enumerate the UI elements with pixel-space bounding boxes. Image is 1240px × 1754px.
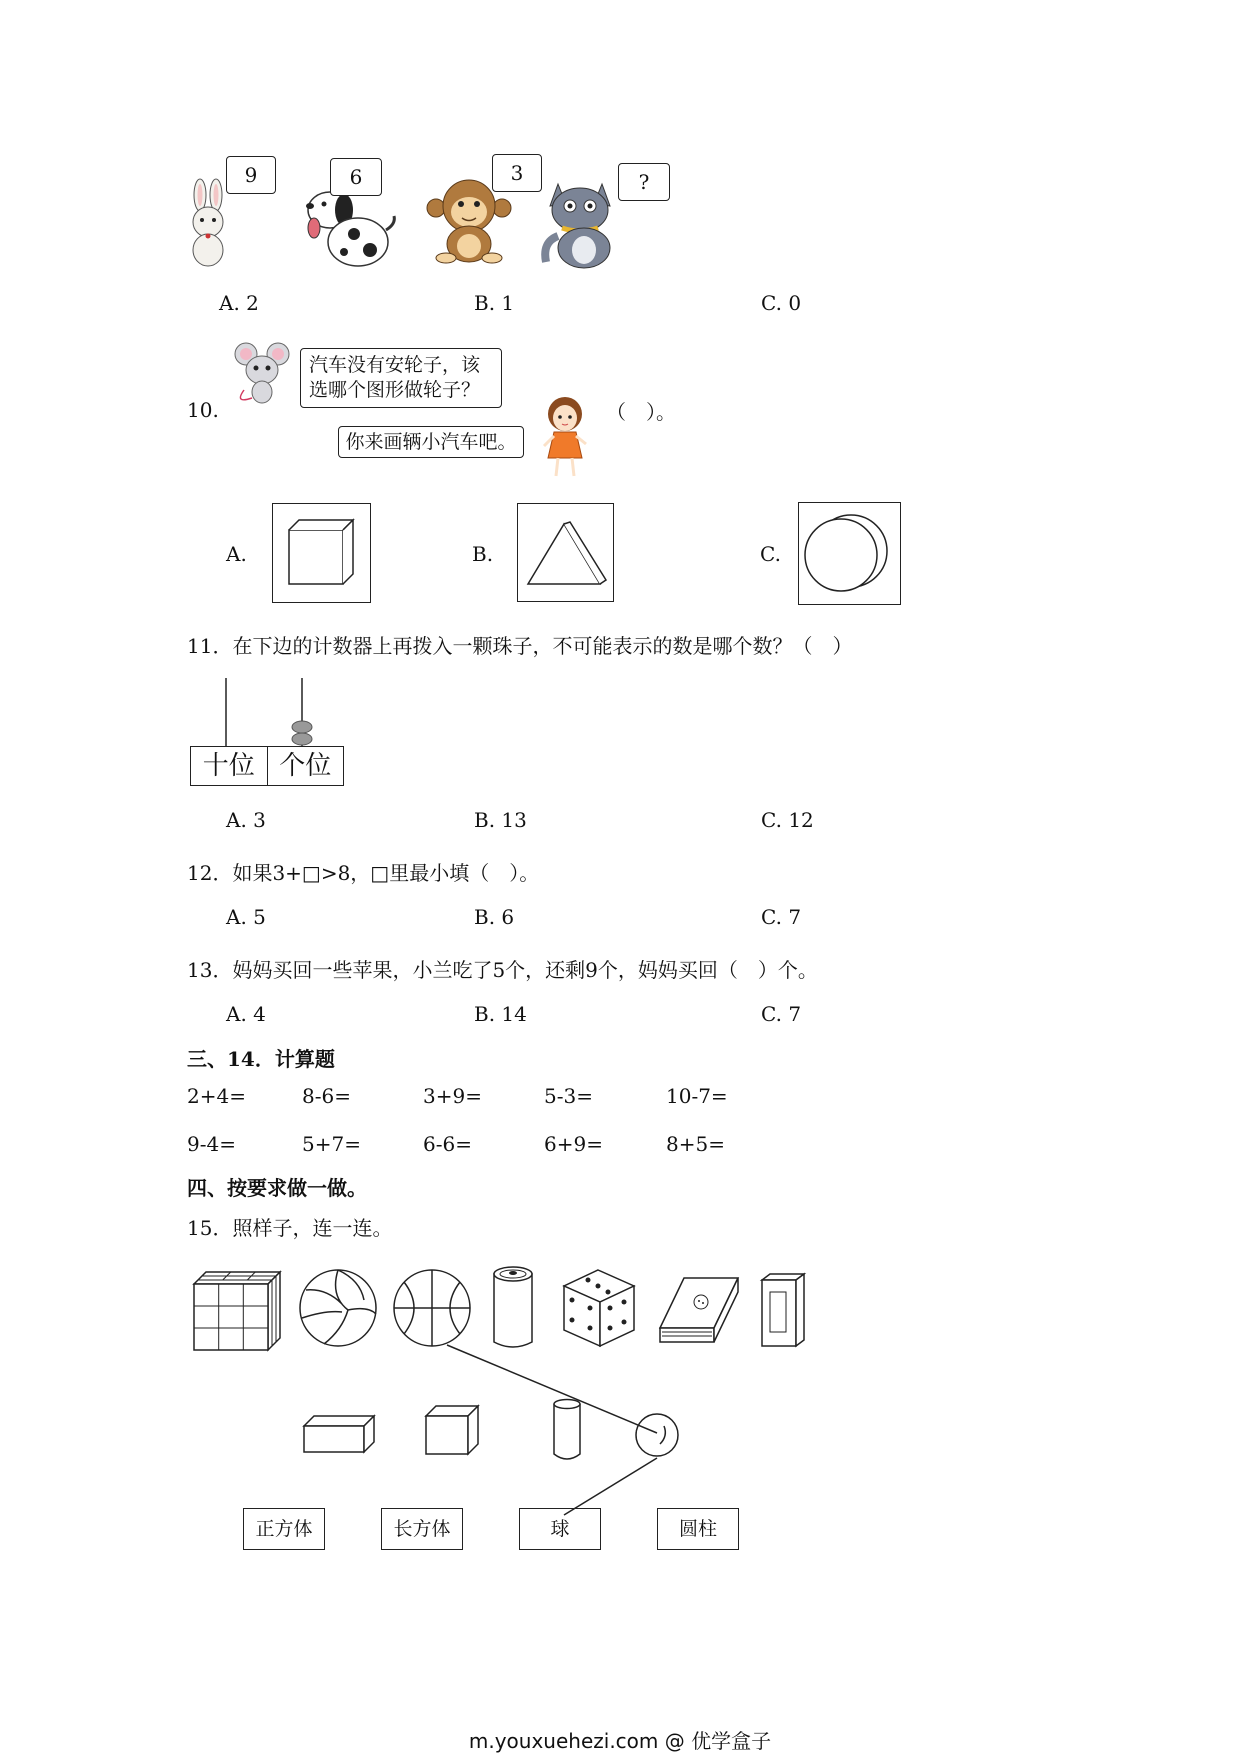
calc-item: 2+4= xyxy=(187,1084,246,1108)
girl-speech-bubble: 你来画辆小汽车吧。 xyxy=(338,426,524,458)
option-letter: C. xyxy=(761,291,782,315)
rabbit-speech-bubble: 9 xyxy=(226,156,276,194)
footer-watermark: m.youxuehezi.com @ 优学盒子 xyxy=(468,1729,772,1753)
calc-item: 9-4= xyxy=(187,1132,236,1156)
calc-item: 8-6= xyxy=(302,1084,351,1108)
label-square-cube[interactable]: 正方体 xyxy=(243,1508,325,1550)
option-letter: A. xyxy=(219,291,240,315)
q11-question-text: 11．在下边的计数器上再拨入一颗珠子，不可能表示的数是哪个数？（ ） xyxy=(187,634,853,658)
option-value: 14 xyxy=(501,1002,527,1026)
q12-question-text: 12．如果3+□>8，□里最小填（ ）。 xyxy=(187,861,540,885)
option-value: 1 xyxy=(501,291,515,315)
option-value: 3 xyxy=(253,808,266,832)
option-value: 13 xyxy=(501,808,527,832)
option-value: 7 xyxy=(788,1002,802,1026)
q10-option-c-letter[interactable]: C. xyxy=(760,542,781,566)
option-letter: A. xyxy=(226,905,247,929)
label-cuboid[interactable]: 长方体 xyxy=(381,1508,463,1550)
option-value: 5 xyxy=(253,905,266,929)
q10-answer-blank: （ ）。 xyxy=(606,400,676,424)
option-letter: A. xyxy=(226,808,247,832)
option-letter: B. xyxy=(474,808,496,832)
label-cylinder[interactable]: 圆柱 xyxy=(657,1508,739,1550)
q15-question-text: 15．照样子，连一连。 xyxy=(187,1216,393,1240)
calc-item: 5+7= xyxy=(302,1132,361,1156)
option-value: 12 xyxy=(788,808,814,832)
q10-option-b-letter[interactable]: B. xyxy=(472,542,494,566)
option-letter: B. xyxy=(474,905,496,929)
calc-item: 8+5= xyxy=(666,1132,725,1156)
option-value: 0 xyxy=(788,291,802,315)
option-letter: C. xyxy=(761,1002,782,1026)
cat-speech-bubble: ? xyxy=(618,163,670,201)
option-letter: C. xyxy=(761,808,782,832)
calc-item: 5-3= xyxy=(544,1084,593,1108)
option-value: 6 xyxy=(501,905,515,929)
tens-place-label: 十位 xyxy=(191,747,268,785)
mouse-speech-bubble: 汽车没有安轮子，该选哪个图形做轮子？ xyxy=(300,348,502,408)
monkey-speech-bubble: 3 xyxy=(492,154,542,192)
q10-number: 10. xyxy=(187,398,219,422)
calc-item: 6-6= xyxy=(423,1132,472,1156)
dog-speech-bubble: 6 xyxy=(330,158,382,196)
option-value: 7 xyxy=(788,905,802,929)
option-value: 2 xyxy=(246,291,259,315)
label-sphere[interactable]: 球 xyxy=(519,1508,601,1550)
option-letter: C. xyxy=(761,905,782,929)
option-letter: B. xyxy=(474,1002,496,1026)
option-letter: B. xyxy=(474,291,496,315)
option-value: 4 xyxy=(253,1002,266,1026)
q10-option-a-letter[interactable]: A. xyxy=(226,542,247,566)
q13-question-text: 13．妈妈买回一些苹果，小兰吃了5个，还剩9个，妈妈买回（ ）个。 xyxy=(187,958,818,982)
section4-heading: 四、按要求做一做。 xyxy=(187,1176,367,1200)
section3-heading: 三、14．计算题 xyxy=(187,1047,335,1071)
calc-item: 6+9= xyxy=(544,1132,603,1156)
option-letter: A. xyxy=(226,1002,247,1026)
ones-place-label: 个位 xyxy=(279,751,332,781)
calc-item: 10-7= xyxy=(666,1084,728,1108)
calc-item: 3+9= xyxy=(423,1084,482,1108)
